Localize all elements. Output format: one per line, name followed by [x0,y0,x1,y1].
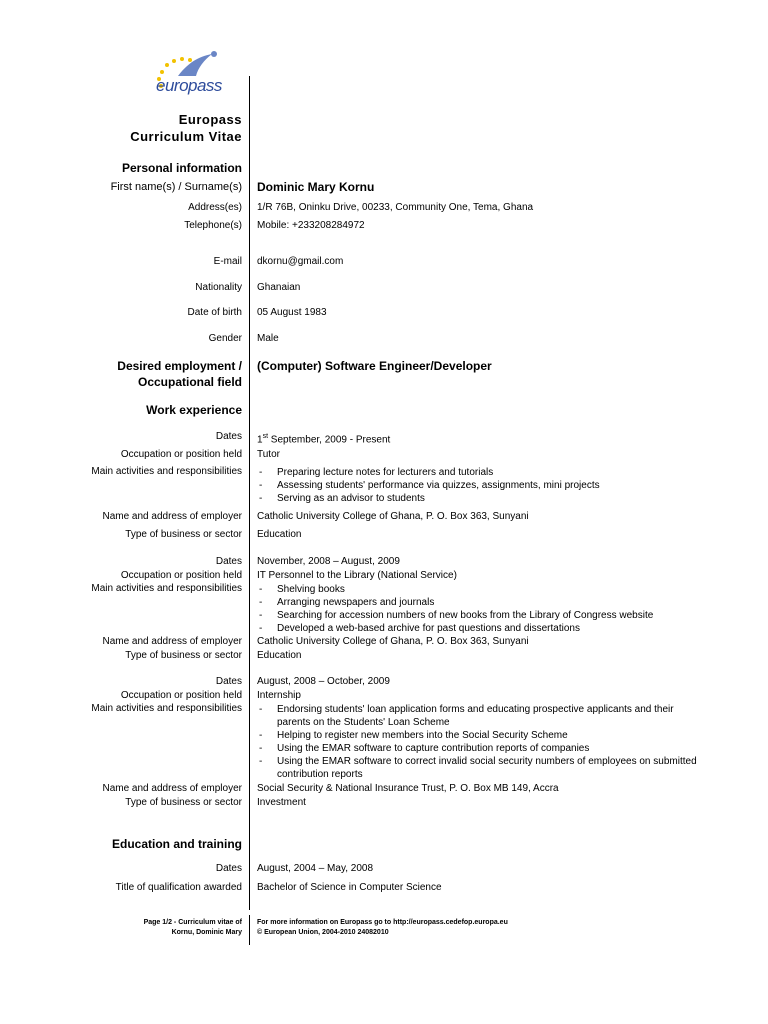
job1-sector-label: Type of business or sector [125,529,242,540]
footer-page-info: Page 1/2 - Curriculum vitae of [143,919,242,926]
job3-dates-label: Dates [215,676,242,687]
footer-copyright: © European Union, 2004-2010 24082010 [257,929,389,936]
occupational-field-label: Occupational field [137,375,242,389]
education-dates-label: Dates [215,863,242,874]
list-item: - Serving as an advisor to students [257,492,600,505]
list-item: - Endorsing students' loan application forms and educating prospective applicants and their [257,703,697,716]
job2-dates-label: Dates [215,556,242,567]
job3-dates-value: August, 2008 – October, 2009 [257,676,390,687]
job1-occupation-value: Tutor [257,449,280,460]
job1-dates-label: Dates [215,431,242,442]
job3-sector-label: Type of business or sector [125,797,242,808]
job1-occupation-label: Occupation or position held [120,449,242,460]
job2-employer-value: Catholic University College of Ghana, P. O. Box 363, Sunyani [257,636,529,647]
logo-text: europass [156,76,222,95]
job3-sector-value: Investment [257,797,306,808]
list-item: - Using the EMAR software to correct invalid social security numbers of employees on submitted [257,755,697,768]
desired-employment-value: (Computer) Software Engineer/Developer [257,359,492,373]
cv-title-line2: Curriculum Vitae [130,129,242,144]
list-item: - Helping to register new members into the Social Security Scheme [257,729,697,742]
job1-activities-list [257,466,600,505]
work-experience-heading: Work experience [146,403,242,417]
email-value: dkornu@gmail.com [257,256,344,267]
dob-label: Date of birth [187,307,242,318]
list-item: - Assessing students' performance via quizzes, assignments, mini projects [257,479,600,492]
list-item: - Preparing lecture notes for lecturers and tutorials [257,466,600,479]
job1-dates-value: 1st September, 2009 - Present [257,433,391,446]
personal-info-heading: Personal information [121,161,242,175]
name-label: First name(s) / Surname(s) [110,181,242,193]
list-item-continuation: contribution reports [277,769,363,780]
education-dates-value: August, 2004 – May, 2008 [257,863,374,874]
nationality-label: Nationality [195,282,242,293]
job2-dates-value: November, 2008 – August, 2009 [257,556,400,567]
qualification-label: Title of qualification awarded [115,882,242,893]
cv-title-line1: Europass [178,112,242,127]
footer-owner: Kornu, Dominic Mary [171,929,242,936]
job2-sector-value: Education [257,650,302,661]
telephone-label: Telephone(s) [184,220,242,231]
job2-sector-label: Type of business or sector [125,650,242,661]
job3-occupation-value: Internship [257,690,301,701]
job3-activities-label: Main activities and responsibilities [91,703,242,714]
job3-activities-list [257,703,697,781]
list-item: - Arranging newspapers and journals [257,596,653,609]
gender-label: Gender [208,333,242,344]
job1-activities-label: Main activities and responsibilities [91,466,242,477]
job3-occupation-label: Occupation or position held [120,690,242,701]
full-name: Dominic Mary Kornu [257,180,375,194]
europass-logo [150,50,240,98]
job3-employer-value: Social Security & National Insurance Trust, P. O. Box MB 149, Accra [257,783,559,794]
list-item-continuation: parents on the Students' Loan Scheme [277,717,450,728]
job2-activities-list [257,583,653,635]
email-label: E-mail [213,256,242,267]
job3-employer-label: Name and address of employer [102,783,242,794]
qualification-value: Bachelor of Science in Computer Science [257,882,442,893]
address-label: Address(es) [188,202,242,213]
vertical-divider [249,76,250,910]
footer-divider [249,915,250,945]
job1-sector-value: Education [257,529,302,540]
list-item: - Using the EMAR software to capture contribution reports of companies [257,742,697,755]
job2-occupation-label: Occupation or position held [120,570,242,581]
job1-employer-label: Name and address of employer [102,511,242,522]
desired-employment-label: Desired employment / [117,359,242,373]
job2-employer-label: Name and address of employer [102,636,242,647]
address-value: 1/R 76B, Oninku Drive, 00233, Community One, Tema, Ghana [257,202,534,213]
footer-more-info: For more information on Europass go to http://europass.cedefop.europa.eu [257,919,508,926]
gender-value: Male [257,333,279,344]
list-item: - Searching for accession numbers of new books from the Library of Congress website [257,609,653,622]
nationality-value: Ghanaian [257,282,301,293]
telephone-value: Mobile: +233208284972 [257,220,365,231]
list-item: - Developed a web-based archive for past questions and dissertations [257,622,653,635]
dob-value: 05 August 1983 [257,307,327,318]
job2-activities-label: Main activities and responsibilities [91,583,242,594]
job2-occupation-value: IT Personnel to the Library (National Service) [257,570,457,581]
list-item: - Shelving books [257,583,653,596]
education-heading: Education and training [111,837,242,851]
job1-employer-value: Catholic University College of Ghana, P. O. Box 363, Sunyani [257,511,529,522]
